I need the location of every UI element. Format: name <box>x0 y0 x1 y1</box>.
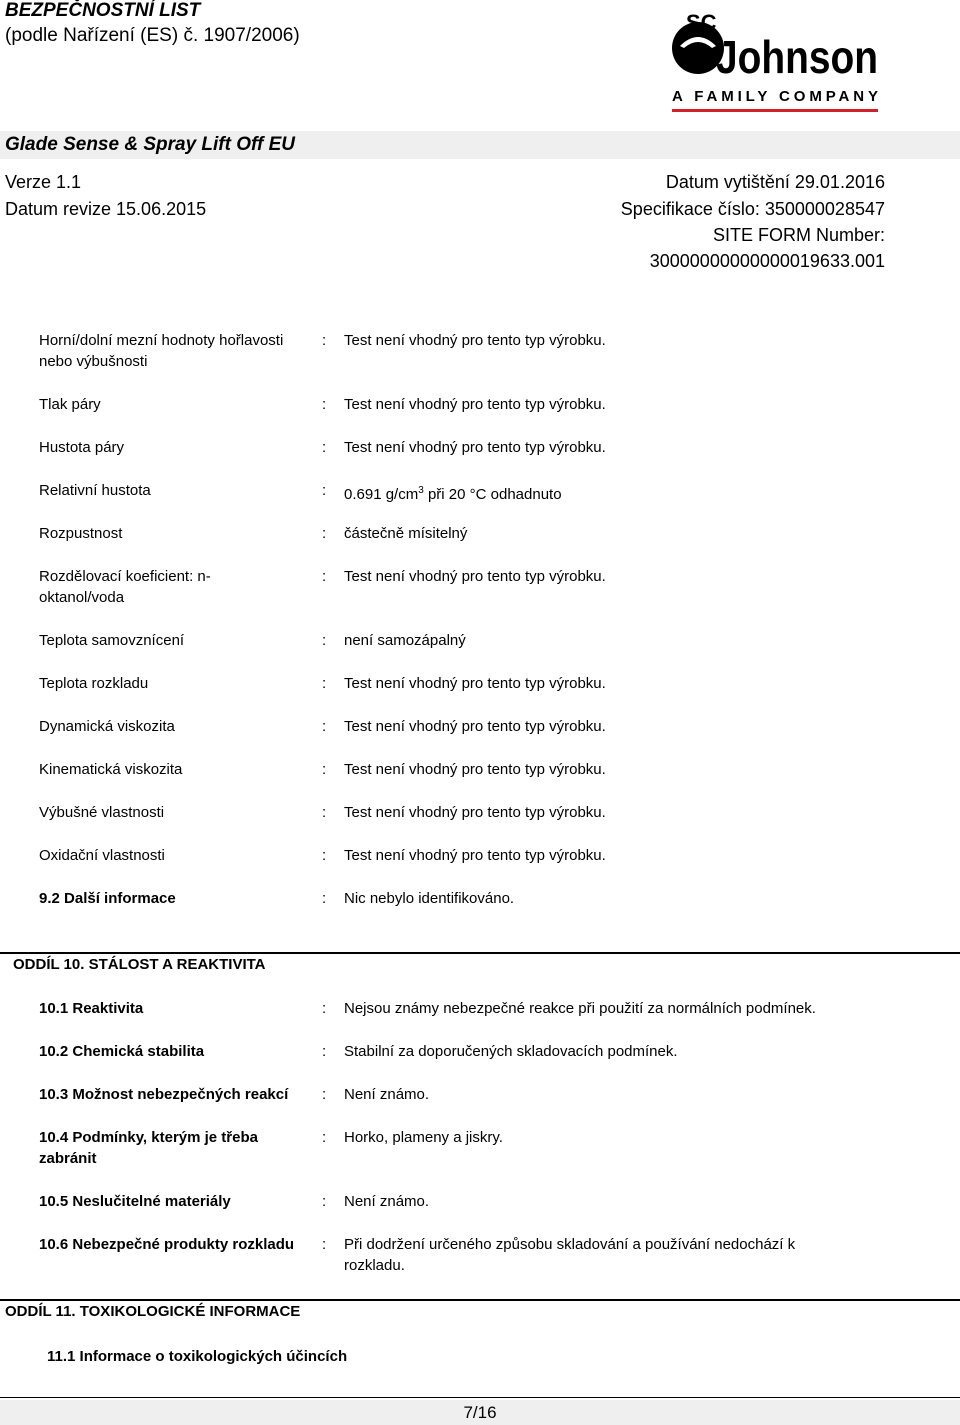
s9-colon: : <box>322 890 327 907</box>
revision-date: Datum revize 15.06.2015 <box>5 199 207 219</box>
s9-label-vapor-density: Hustota páry <box>39 439 125 456</box>
s9-label-oxidizing: Oxidační vlastnosti <box>39 847 165 864</box>
s9-label-decomposition: Teplota rozkladu <box>39 675 149 692</box>
logo-sc-text: SC <box>686 10 717 35</box>
s10-label-stability: 10.2 Chemická stabilita <box>39 1043 205 1060</box>
s9-label-explosive: Výbušné vlastnosti <box>39 804 165 821</box>
s10-value-stability: Stabilní za doporučených skladovacích podmínek. <box>344 1043 678 1060</box>
s10-colon: : <box>322 1236 327 1253</box>
s10-value-reactivity: Nejsou známy nebezpečné reakce při použití za normálních podmínek. <box>344 1000 816 1017</box>
s9-colon: : <box>322 525 327 542</box>
s9-label-solubility: Rozpustnost <box>39 525 123 542</box>
s9-label-partition: Rozdělovací koeficient: n-oktanol/voda <box>39 568 211 606</box>
s9-value-relative-density <box>344 480 904 505</box>
s9-colon: : <box>322 632 327 649</box>
section11-rule <box>0 1299 960 1301</box>
s9-label-dynamic-viscosity: Dynamická viskozita <box>39 718 175 735</box>
s10-colon: : <box>322 1043 327 1060</box>
s9-label-flammability: Horní/dolní mezní hodnoty hořlavosti nebo výbušnosti <box>39 332 284 370</box>
s10-colon: : <box>322 1000 327 1017</box>
s9-colon: : <box>322 804 327 821</box>
print-date: Datum vytištění 29.01.2016 <box>665 172 885 192</box>
s9-colon: : <box>322 396 327 413</box>
s9-label-relative-density: Relativní hustota <box>39 482 151 499</box>
header-title: BEZPEČNOSTNÍ LIST <box>5 0 201 21</box>
logo-tagline-text: A FAMILY COMPANY <box>672 88 878 105</box>
version: Verze 1.1 <box>5 172 82 192</box>
s9-label-kinematic-viscosity: Kinematická viskozita <box>39 761 183 778</box>
s9-colon: : <box>322 439 327 456</box>
s9-colon: : <box>322 332 327 349</box>
s9-value-vapor-pressure: Test není vhodný pro tento typ výrobku. <box>344 396 606 413</box>
s9-colon: : <box>322 847 327 864</box>
s9-value-solubility: částečně mísitelný <box>344 525 468 542</box>
s9-colon: : <box>322 568 327 585</box>
footer-rule <box>0 1397 960 1398</box>
site-form-label: SITE FORM Number: <box>712 225 885 245</box>
logo-red-rule <box>672 109 878 112</box>
s9-value-vapor-density: Test není vhodný pro tento typ výrobku. <box>344 439 606 456</box>
s10-label-decomp-products: 10.6 Nebezpečné produkty rozkladu <box>39 1236 295 1253</box>
s10-value-incompatible: Není známo. <box>344 1193 430 1210</box>
density-value: 0.691 g/cm <box>344 486 419 503</box>
s10-label-conditions-avoid: 10.4 Podmínky, kterým je třeba zabránit <box>39 1129 258 1167</box>
s9-value-other-info: Nic nebylo identifikováno. <box>344 890 515 907</box>
density-condition: při 20 °C odhadnuto <box>423 486 562 503</box>
s9-colon: : <box>322 675 327 692</box>
s9-label-autoignition: Teplota samovznícení <box>39 632 185 649</box>
s9-value-partition: Test není vhodný pro tento typ výrobku. <box>344 568 606 585</box>
s9-value-dynamic-viscosity: Test není vhodný pro tento typ výrobku. <box>344 718 606 735</box>
section10-rule <box>0 952 960 954</box>
s9-value-flammability: Test není vhodný pro tento typ výrobku. <box>344 332 606 349</box>
s10-value-decomp-products: Při dodržení určeného způsobu skladování a používání nedochází k rozkladu. <box>344 1236 796 1274</box>
s10-label-hazardous-reactions: 10.3 Možnost nebezpečných reakcí <box>39 1086 289 1103</box>
s10-colon: : <box>322 1086 327 1103</box>
density-exponent: 3 <box>418 485 424 496</box>
s9-colon: : <box>322 718 327 735</box>
s10-label-reactivity: 10.1 Reaktivita <box>39 1000 144 1017</box>
sc-johnson-logo <box>668 8 883 118</box>
s10-value-hazardous-reactions: Není známo. <box>344 1086 430 1103</box>
s10-colon: : <box>322 1193 327 1210</box>
section11-heading: ODDÍL 11. TOXIKOLOGICKÉ INFORMACE <box>5 1303 301 1320</box>
s10-label-incompatible: 10.5 Neslučitelné materiály <box>39 1193 231 1210</box>
s10-colon: : <box>322 1129 327 1146</box>
s9-value-kinematic-viscosity: Test není vhodný pro tento typ výrobku. <box>344 761 606 778</box>
s9-colon: : <box>322 761 327 778</box>
product-name: Glade Sense & Spray Lift Off EU <box>5 134 296 155</box>
s9-label-vapor-pressure: Tlak páry <box>39 396 101 413</box>
s9-colon: : <box>322 482 327 499</box>
section10-heading: ODDÍL 10. STÁLOST A REAKTIVITA <box>13 956 266 973</box>
section11-subheading: 11.1 Informace o toxikologických účincích <box>47 1348 348 1365</box>
header-subtitle: (podle Nařízení (ES) č. 1907/2006) <box>5 25 300 46</box>
s9-value-decomposition: Test není vhodný pro tento typ výrobku. <box>344 675 606 692</box>
logo-johnson-text: Johnson <box>716 31 878 83</box>
s9-label-other-info: 9.2 Další informace <box>39 890 176 907</box>
s9-value-explosive: Test není vhodný pro tento typ výrobku. <box>344 804 606 821</box>
page-number: 7/16 <box>463 1403 497 1422</box>
spec-number: Specifikace číslo: 350000028547 <box>620 199 885 219</box>
s10-value-conditions-avoid: Horko, plameny a jiskry. <box>344 1129 503 1146</box>
s9-value-autoignition: není samozápalný <box>344 632 466 649</box>
s9-value-oxidizing: Test není vhodný pro tento typ výrobku. <box>344 847 606 864</box>
site-form-number: 30000000000000019633.001 <box>649 251 885 271</box>
